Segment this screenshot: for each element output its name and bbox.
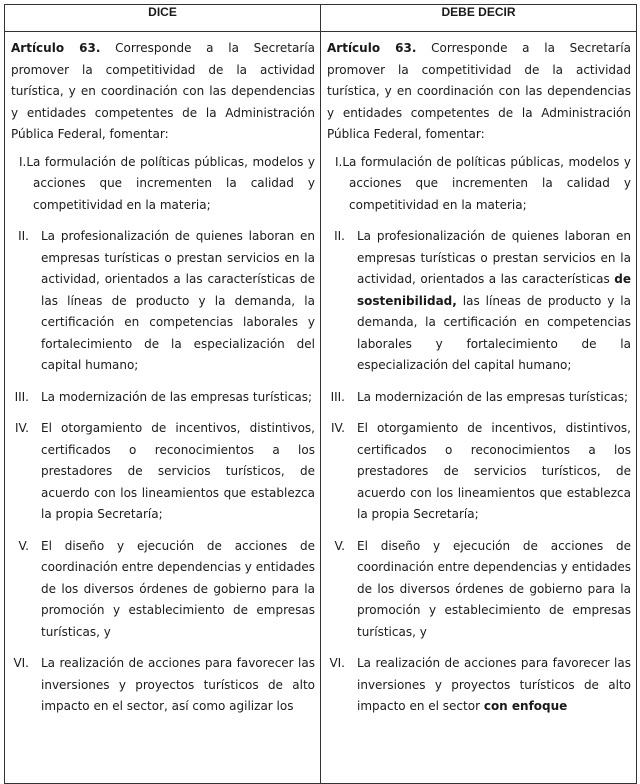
item-num: VI. bbox=[329, 656, 345, 670]
right-column bbox=[321, 32, 637, 784]
item-num: II. bbox=[334, 229, 345, 243]
added-text-bold: con enfoque bbox=[483, 699, 568, 713]
list-item-right-5 bbox=[327, 536, 631, 644]
item-num: V. bbox=[334, 538, 345, 553]
list-item-left-5 bbox=[11, 536, 315, 644]
item-text: La formulación de políticas públicas, modelos y acciones que incrementen la calidad y competitividad en la materia; bbox=[342, 154, 631, 212]
list-item-left-1 bbox=[11, 152, 315, 217]
item-text: La realización de acciones para favorecer las inversiones y proyectos turísticos de alto impacto en el sector, así como agilizar los bbox=[41, 656, 315, 713]
comparison-table bbox=[4, 4, 637, 784]
item-text: El diseño y ejecución de acciones de coordinación entre dependencias y entidades de los diversos órdenes de gobierno para la promoción y establecimiento de empresas turísticas, y bbox=[41, 538, 315, 639]
article-text-right: Corresponde a la Secretaría promover la competitividad de la actividad turística, y en coordinación con las dependencias y entidades competentes de la Administración Pública Federal, fomentar: bbox=[327, 41, 631, 141]
list-item-right-3 bbox=[327, 387, 631, 409]
item-text: El diseño y ejecución de acciones de coordinación entre dependencias y entidades de los diversos órdenes de gobierno para la promoción y establecimiento de empresas turísticas, y bbox=[357, 538, 631, 639]
article-paragraph-left bbox=[11, 38, 315, 146]
list-item-left-3 bbox=[11, 387, 315, 409]
list-item-right-4 bbox=[327, 418, 631, 526]
item-num: II. bbox=[18, 229, 29, 243]
list-item-right-6 bbox=[327, 653, 631, 718]
item-text: La profesionalización de quienes laboran en empresas turísticas o prestan servicios en la actividad, orientados a las características de las líneas de producto y la demanda, la certificación en competencias laborales y fortalecimiento de la especialización del capital humano; bbox=[41, 229, 315, 372]
article-label-left: Artículo 63. bbox=[11, 41, 101, 55]
list-item-left-4 bbox=[11, 418, 315, 526]
item-num: V. bbox=[18, 538, 29, 553]
item-num: IV. bbox=[330, 421, 345, 435]
list-item-left-2 bbox=[11, 226, 315, 377]
article-paragraph-right bbox=[327, 38, 631, 146]
item-num: IV. bbox=[14, 421, 29, 435]
article-text-left: Corresponde a la Secretaría promover la competitividad de la actividad turística, y en coordinación con las dependencias y entidades competentes de la Administración Pública Federal, fomentar: bbox=[11, 41, 315, 141]
item-text: La formulación de políticas públicas, modelos y acciones que incrementen la calidad y competitividad en la materia; bbox=[26, 154, 315, 212]
left-column bbox=[5, 32, 321, 784]
item-num: VI. bbox=[13, 656, 29, 670]
item-text: La modernización de las empresas turísticas; bbox=[41, 389, 312, 404]
list-item-right-2 bbox=[327, 226, 631, 377]
item-num: III. bbox=[330, 389, 345, 404]
item-num: I. bbox=[335, 154, 343, 169]
item-text: La profesionalización de quienes laboran en empresas turísticas o prestan servicios en la actividad, orientados a las características de sostenibilidad, las líneas de producto y la demanda, la certificación en competencias laborales y fortalecimiento de la especialización del capital humano; bbox=[357, 229, 631, 372]
item-num: I. bbox=[19, 154, 27, 169]
header-row bbox=[5, 5, 637, 32]
added-text-bold: de sostenibilidad, bbox=[357, 272, 631, 308]
item-text: El otorgamiento de incentivos, distintivos, certificados o reconocimientos a los prestadores de servicios turísticos, de acuerdo con los lineamientos que establezca la propia Secretaría; bbox=[357, 421, 631, 521]
article-label-right: Artículo 63. bbox=[327, 41, 417, 55]
item-num: III. bbox=[14, 389, 29, 404]
item-text: La realización de acciones para favorecer las inversiones y proyectos turísticos de alto impacto en el sector con enfoque bbox=[357, 656, 631, 713]
content-row bbox=[5, 32, 637, 784]
item-text: La modernización de las empresas turísticas; bbox=[357, 389, 628, 404]
list-item-right-1 bbox=[327, 152, 631, 217]
header-debe-decir: DEBE DECIR bbox=[321, 5, 637, 32]
item-text: El otorgamiento de incentivos, distintivos, certificados o reconocimientos a los prestadores de servicios turísticos, de acuerdo con los lineamientos que establezca la propia Secretaría; bbox=[41, 421, 315, 521]
header-dice: DICE bbox=[5, 5, 321, 32]
list-item-left-6 bbox=[11, 653, 315, 718]
